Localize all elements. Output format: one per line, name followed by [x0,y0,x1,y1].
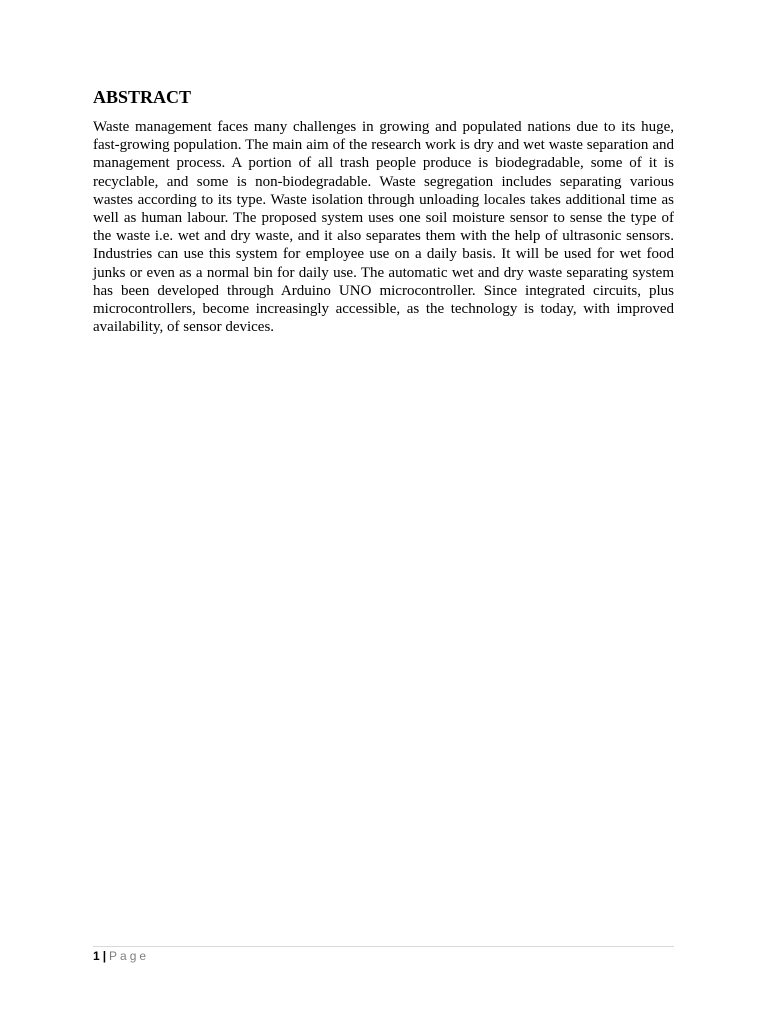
page-label: Page [109,949,150,963]
footer-divider [93,946,674,947]
section-heading: ABSTRACT [93,87,192,107]
page-number: 1 [93,949,100,963]
abstract-paragraph: Waste management faces many challenges in growing and populated nations due to its huge, fast-growing population. The main aim of the research work is dry and wet waste separation and management process. A portion of all trash people produce is biodegradable, some of it is recyclable, and some is non-biodegradable. Waste segregation includes separating various wastes according to its type. Waste isolation through unloading locales takes additional time as well as human labour. The proposed system uses one soil moisture sensor to sense the type of the waste i.e. wet and dry waste, and it also separates them with the help of ultrasonic sensors. Industries can use this system for employee use on a daily basis. It will be used for wet food junks or even as a normal bin for daily use. The automatic wet and dry waste separating system has been developed through Arduino UNO microcontroller. Since integrated circuits, plus microcontrollers, become increasingly accessible, as the technology is today, with improved availability, of sensor devices. [93,119,674,336]
page-footer [93,948,149,964]
footer-separator: | [102,949,107,963]
